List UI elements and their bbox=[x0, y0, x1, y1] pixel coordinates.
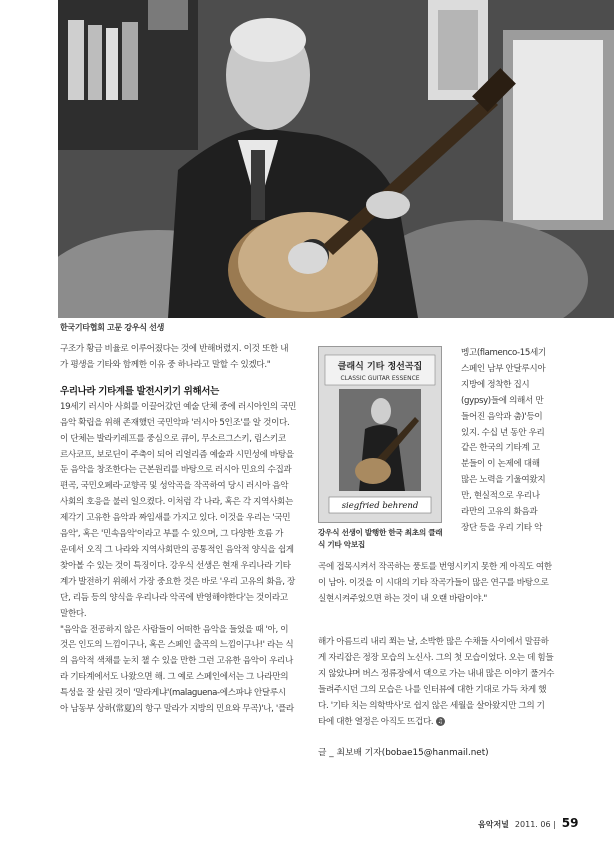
text-line: 분들이 이 논제에 대해 bbox=[461, 459, 540, 470]
end-mark-icon: ♫ bbox=[437, 717, 443, 725]
text-line: 들려주시던 그의 모습은 나를 인터뷰에 대한 기대로 가득 차게 했 bbox=[318, 684, 547, 695]
text-line: 스페인 남부 안달루시아 bbox=[461, 363, 546, 374]
text-line: 르사코프, 보로딘이 주축이 되어 리얼리즘 예술과 시민성에 바탕을 bbox=[60, 449, 294, 460]
text-line: 단, 리듬 등의 양식을 우리나라 악곡에 반영해야한다'는 것이라고 bbox=[60, 592, 288, 603]
text-line: 라 기타계에서도 나왔으면 해. 그 예로 스페인에서는 그 나라만의 bbox=[60, 672, 289, 683]
text-line: 19세기 러시아 사회를 이끌어갔던 예술 단체 중에 러시아인의 국민 bbox=[60, 401, 297, 412]
text-line: 많은 노력을 기울여왔지 bbox=[461, 475, 546, 486]
left-column bbox=[60, 342, 296, 718]
author-credit: 글 _ 최보배 기자(bobae15@hanmail.net) bbox=[318, 748, 489, 758]
text-line: 장단 등을 우리 기타 악 bbox=[461, 522, 543, 533]
section-heading: 우리나라 기타계를 발전시키기 위해서는 bbox=[60, 385, 219, 397]
page-footer bbox=[478, 816, 579, 830]
text-line bbox=[318, 715, 580, 731]
text-line: 들어진 음악과 춤)'등이 bbox=[461, 411, 543, 422]
text-line: 지 않았냐며 버스 정류장에서 댁으로 가는 내내 많은 이야기 풀거수 bbox=[318, 668, 555, 679]
text-line: 사회의 호응을 불러 일으켰다. 이처럼 각 나라, 혹은 각 지역사회는 bbox=[60, 497, 293, 508]
text-line: 만, 현실적으로 우리나 bbox=[461, 491, 540, 502]
text-line: 해가 아름드리 내리 쬐는 날, 소박한 많은 수채들 사이에서 말끔하 bbox=[318, 637, 549, 647]
text-line: 말한다. bbox=[60, 608, 87, 619]
text-line: 것은 인도의 느낌이구나, 혹은 스페인 출곡의 느낌이구나!' 라는 식 bbox=[60, 640, 294, 651]
text-line: 실현시켜주었으면 하는 것이 내 오랜 바람이야." bbox=[318, 593, 487, 604]
text-line: 둔 음악을 창조한다는 근본원리를 바탕으로 러시아 민요의 수집과 bbox=[60, 465, 292, 476]
text-line: 구조가 황금 비율로 이루어졌다는 것에 반해버렸지. 이것 또한 내 bbox=[60, 344, 289, 354]
book-caption: 강우식 선생이 발행한 한국 최초의 클래식 기타 악보집 bbox=[318, 528, 443, 549]
text-line: 음악 확립을 위해 존재했던 국민악파 '러시아 5인조'를 알 것이다. bbox=[60, 417, 290, 428]
magazine-name: 음악저널 bbox=[478, 820, 509, 829]
text-line: 멩고(flamenco-15세기 bbox=[461, 348, 546, 358]
quote-continuation bbox=[318, 560, 580, 608]
text-line: 게 자리잡은 정장 모습의 노신사. 그의 첫 모습이었다. 오는 데 힘들 bbox=[318, 652, 554, 663]
text-line: 가 평생을 기타와 함께한 이유 중 하나라고 말할 수 있겠다." bbox=[60, 359, 271, 370]
text-line: 편곡, 국민오페라·교향곡 및 성악곡을 작곡하여 당시 러시아 음악 bbox=[60, 481, 289, 492]
book-cover-art bbox=[319, 347, 441, 522]
book-author: siegfried behrend bbox=[341, 501, 419, 511]
book-title-ko: 클래식 기타 정선곡집 bbox=[337, 362, 423, 372]
text-line: 의 음악적 색채를 눈치 챌 수 있을 만한 그런 고유한 음악이 우리나 bbox=[60, 656, 293, 667]
issue-date: 2011. 06 | bbox=[514, 820, 556, 829]
text-line: 같은 한국의 기타계 고 bbox=[461, 443, 540, 454]
hero-photo bbox=[58, 0, 614, 318]
text-line: 음악', 혹은 '민속음악'이라고 부를 수 있으며, 그 다양한 흐름 가 bbox=[60, 529, 284, 540]
text-line: 특성을 잘 살린 것이 '말라게냐'(malaguena-에스파냐 안달루시 bbox=[60, 688, 286, 699]
text-line: 제각기 고유한 음악과 짜임새를 가지고 있다. 이것을 우리는 '국민 bbox=[60, 513, 291, 524]
text-line: (gypsy)들에 의해서 만 bbox=[461, 395, 544, 406]
text-line: 지방에 정착한 집시 bbox=[461, 379, 530, 390]
text-line: 찾아볼 수 있는 것이 특징이다. 강우식 선생은 현재 우리나라 기타 bbox=[60, 560, 291, 571]
text-line: 계가 발전하기 위해서 가장 중요한 것은 바로 '우리 고유의 화음, 장 bbox=[60, 576, 295, 587]
text-line: 다. '기타 치는 의학박사'로 쉽지 않은 세월을 살아왔지만 그의 기 bbox=[318, 700, 545, 711]
text-line: 운데서 오직 그 나라와 지역사회만의 공통적인 음악적 양식을 쉽게 bbox=[60, 544, 294, 555]
book-title-en: CLASSIC GUITAR ESSENCE bbox=[340, 375, 420, 382]
book-cover-image bbox=[318, 346, 442, 523]
guitarist-photo bbox=[58, 0, 614, 318]
text-line: 라만의 고유의 화음과 bbox=[461, 507, 538, 518]
text-line: 곡에 접목시켜서 작곡하는 풍토를 번영시키지 못한 게 아직도 여한 bbox=[318, 562, 552, 572]
text-line: 있지. 수십 년 동안 우리 bbox=[461, 427, 545, 438]
text-line-end: 타에 대한 열정은 아직도 뜨겁다. bbox=[318, 716, 434, 727]
text-line: 이 단체는 발라키레프를 중심으로 큐이, 무소르그스키, 림스키코 bbox=[60, 433, 286, 444]
photo-caption: 한국기타협회 고문 강우식 선생 bbox=[60, 323, 165, 332]
text-line: 아 남동부 상하(常夏)의 항구 말라가 지방의 민요와 무곡)'나, '플라 bbox=[60, 704, 294, 715]
closing-paragraph bbox=[318, 635, 580, 730]
right-column bbox=[461, 346, 579, 537]
page-number: 59 bbox=[561, 816, 579, 830]
text-line: "음악을 전공하지 않은 사람들이 어떠한 음악을 들었을 때 '아, 이 bbox=[60, 624, 289, 635]
text-line: 이 남아. 이것을 이 시대의 기타 작곡가들이 많은 연구를 바탕으로 bbox=[318, 577, 549, 588]
